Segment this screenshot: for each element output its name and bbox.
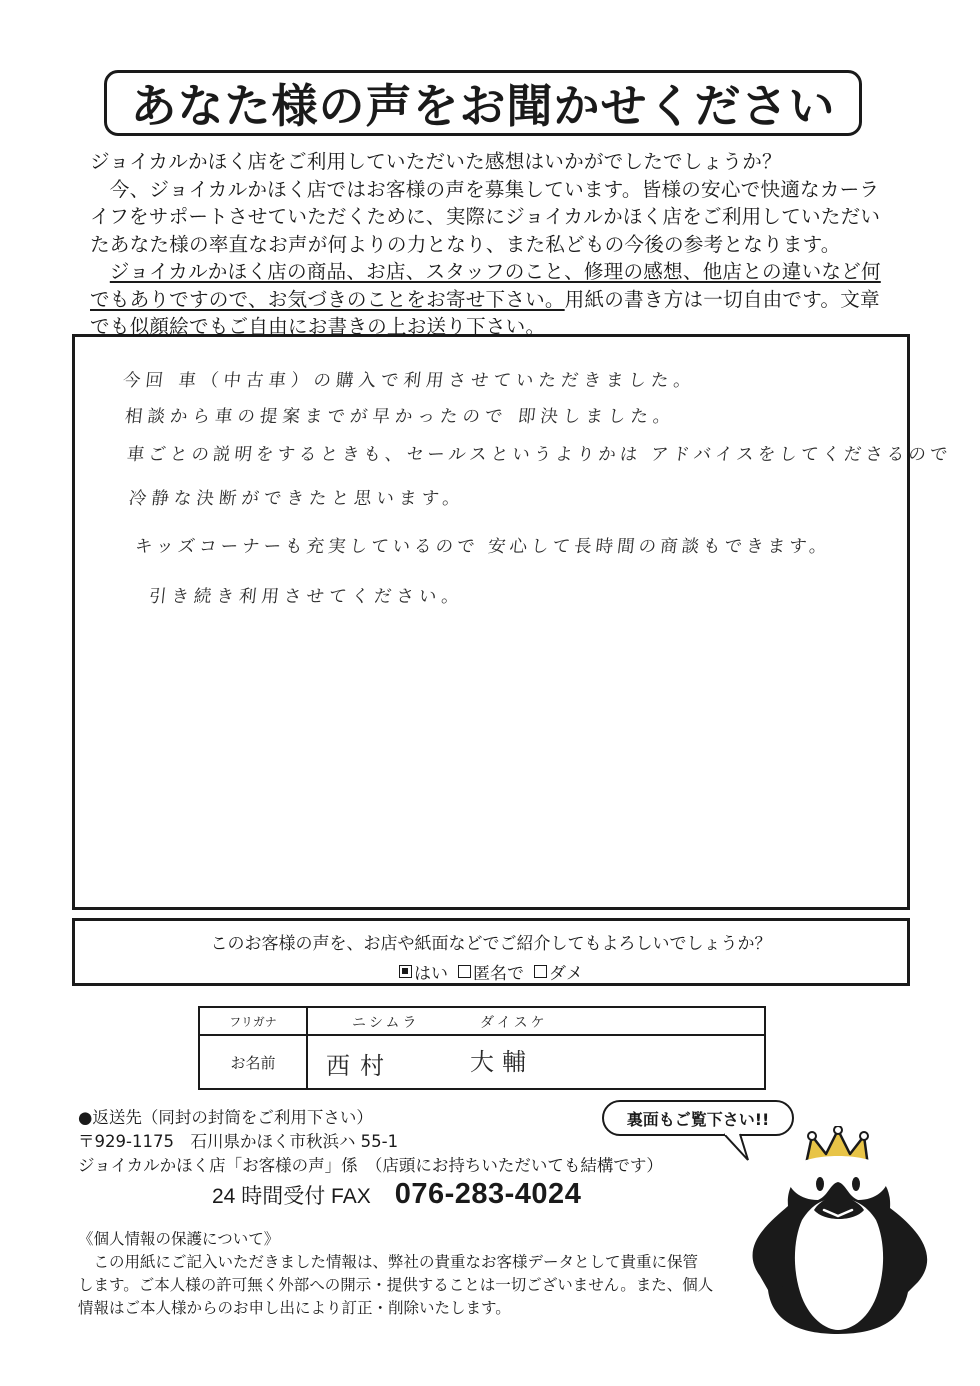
intro-text — [90, 148, 890, 341]
name-form — [198, 1006, 766, 1090]
return-heading: ●返送先（同封の封筒をご利用下さい） — [78, 1108, 373, 1127]
consent-options — [75, 959, 907, 984]
privacy-line: 情報はご本人様からのお申し出により訂正・削除いたします。 — [78, 1299, 511, 1317]
fax-label: 24 時間受付 FAX — [212, 1185, 371, 1208]
consent-option-label: ダメ — [549, 964, 583, 984]
intro-line: たあなた様の率直なお声が何よりの力となり、また私どもの今後の参考となります。 — [90, 232, 841, 256]
comment-area — [72, 334, 953, 910]
handwritten-comment-line: キッズコーナーも充実しているので 安心して長時間の商談もできます。 — [133, 537, 832, 557]
see-back-bubble: 裏面もご覧下さい!! — [602, 1100, 794, 1136]
furigana-given-value[interactable]: ダイスケ — [480, 1015, 548, 1031]
checkbox-icon[interactable] — [458, 965, 471, 978]
penguin-mascot-icon — [742, 1126, 938, 1336]
return-recipient: ジョイカルかほく店「お客様の声」係 （店頭にお持ちいただいても結構です） — [78, 1156, 663, 1175]
name-family-value[interactable]: 西村 — [326, 1052, 394, 1080]
furigana-row — [200, 1008, 764, 1036]
page-title: あなた様の声をお聞かせください — [104, 70, 862, 136]
intro-line: でも似顔絵でもご自由にお書きの上お送り下さい。 — [90, 315, 546, 338]
checkbox-icon[interactable] — [534, 965, 547, 978]
consent-option-no[interactable] — [534, 959, 583, 984]
privacy-line: この用紙にご記入いただきました情報は、弊社の貴重なお客様データとして貴重に保管 — [78, 1253, 699, 1271]
furigana-family-value[interactable]: ニシムラ — [352, 1015, 420, 1031]
intro-line: ジョイカルかほく店をご利用していただいた感想はいかがでしたでしょうか？ — [90, 150, 782, 173]
handwritten-comment-line: 冷静な決断ができたと思います。 — [127, 489, 467, 509]
intro-line: イフをサポートさせていただくために、実際にジョイカルかほく店をご利用していただい — [90, 205, 881, 228]
furigana-label: フリガナ — [200, 1008, 308, 1034]
consent-option-label: はい — [414, 964, 448, 984]
return-postal-address: 〒929-1175 石川県かほく市秋浜ハ 55-1 — [78, 1132, 399, 1151]
intro-line-text: 用紙の書き方は一切自由です。文章 — [564, 287, 880, 311]
intro-underlined-text: ジョイカルかほく店の商品、お店、スタッフのこと、修理の感想、他店との違いなど何 — [109, 260, 881, 283]
handwritten-comment-line: 相談から車の提案までが早かったので 即決しました。 — [123, 407, 677, 427]
consent-option-anonymous[interactable] — [458, 959, 524, 984]
privacy-notice — [78, 1228, 758, 1320]
checkbox-checked-icon[interactable] — [399, 965, 412, 978]
intro-line — [90, 176, 890, 204]
fax-number[interactable]: 076-283-4024 — [394, 1178, 582, 1210]
name-label: お名前 — [200, 1036, 308, 1088]
handwritten-comment-line: 今回 車（中古車）の購入で利用させていただきました。 — [121, 371, 697, 391]
consent-option-yes[interactable] — [399, 959, 448, 984]
intro-line-text: 今、ジョイカルかほく店ではお客様の声を募集しています。皆様の安心で快適なカーラ — [109, 177, 880, 201]
privacy-heading: 《個人情報の保護について》 — [78, 1230, 280, 1248]
privacy-line: します。ご本人様の許可無く外部への開示・提供することは一切ございません。また、個人 — [78, 1276, 714, 1294]
name-row — [200, 1036, 764, 1088]
handwritten-comment-line: 車ごとの説明をするときも、セールスというよりかは アドバイスをしてくださるので — [125, 445, 953, 465]
fax-info — [212, 1178, 581, 1211]
consent-question: このお客様の声を、お店や紙面などでご紹介してもよろしいでしょうか？ — [210, 934, 772, 954]
name-given-value[interactable]: 大輔 — [470, 1048, 534, 1076]
intro-line — [90, 258, 890, 286]
return-address — [78, 1106, 663, 1178]
consent-option-label: 匿名で — [473, 964, 524, 984]
handwritten-comment-line: 引き続き利用させてください。 — [147, 587, 465, 607]
intro-underlined-text: でもありですので、お気づきのことをお寄せ下さい。 — [90, 287, 565, 311]
intro-line — [90, 286, 890, 314]
consent-section — [72, 918, 910, 986]
